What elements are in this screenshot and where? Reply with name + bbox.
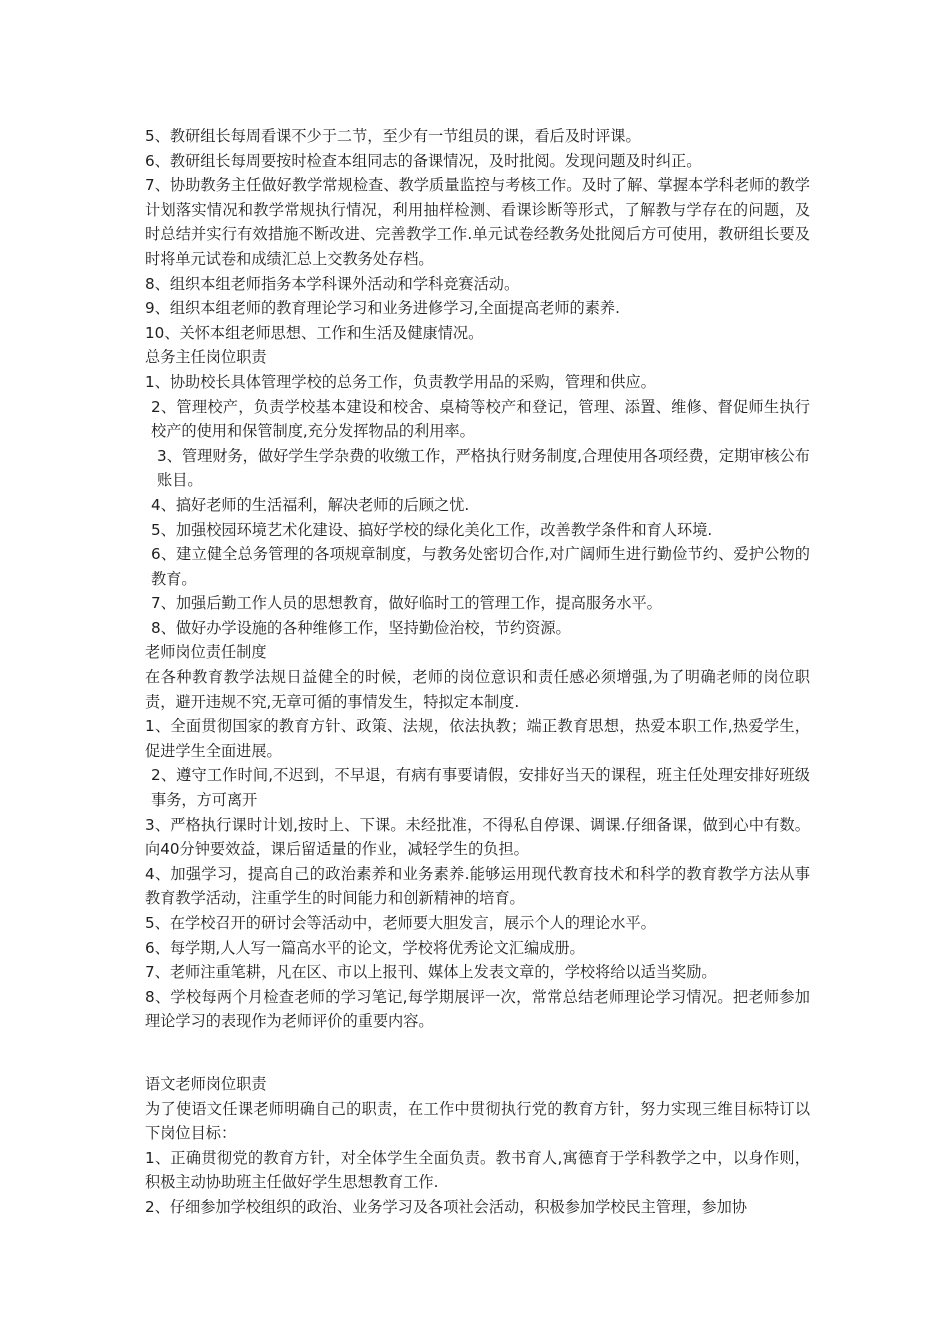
paragraph: 总务主任岗位职责: [145, 348, 267, 367]
paragraph: 老师岗位责任制度: [145, 643, 267, 662]
paragraph: 5、教研组长每周看课不少于二节，至少有一节组员的课，看后及时评课。: [145, 127, 641, 145]
paragraph: 2、遵守工作时间,不迟到，不早退，有病有事要请假，安排好当天的课程，班主任处理安排好班级事务，方可离开: [151, 766, 810, 810]
paragraph: 2、管理校产，负责学校基本建设和校舍、桌椅等校产和登记，管理、添置、维修、督促师生执行校产的使用和保管制度,充分发挥物品的利用率。: [151, 397, 810, 441]
paragraph: 6、建立健全总务管理的各项规章制度，与教务处密切合作,对广阔师生进行勤俭节约、爱护公物的教育。: [151, 545, 810, 588]
paragraph: 在各种教育教学法规日益健全的时候，老师的岗位意识和责任感必须增强,为了明确老师的岗位职责，避开违规不究,无章可循的事情发生，特拟定本制度.: [145, 668, 810, 711]
paragraph: 9、组织本组老师的教育理论学习和业务进修学习,全面提高老师的素养.: [145, 299, 620, 318]
paragraph: 为了使语文任课老师明确自己的职责，在工作中贯彻执行党的教育方针，努力实现三维目标特订以下岗位目标：: [145, 1099, 810, 1143]
paragraph: 5、加强校园环境艺术化建设、搞好学校的绿化美化工作，改善教学条件和育人环境.: [151, 520, 713, 539]
paragraph: 1、协助校长具体管理学校的总务工作，负责教学用品的采购，管理和供应。: [145, 372, 656, 391]
paragraph: 6、教研组长每周要按时检查本组同志的备课情况，及时批阅。发现问题及时纠正。: [145, 151, 702, 170]
paragraph: 3、管理财务，做好学生学杂费的收缴工作，严格执行财务制度,合理使用各项经费，定期审核公布账目。: [157, 446, 810, 490]
paragraph: 7、加强后勤工作人员的思想教育，做好临时工的管理工作，提高服务水平。: [151, 594, 662, 613]
paragraph: 5、在学校召开的研讨会等活动中，老师要大胆发言，展示个人的理论水平。: [145, 914, 656, 932]
document-body: [145, 124, 810, 1220]
paragraph: 7、老师注重笔耕，凡在区、市以上报刊、媒体上发表文章的，学校将给以适当奖励。: [145, 963, 717, 982]
paragraph: 4、加强学习，提高自己的政治素养和业务素养.能够运用现代教育技术和科学的教育教学方法从事教育教学活动，注重学生的时间能力和创新精神的培育。: [145, 864, 810, 908]
paragraph: 3、严格执行课时计划,按时上、下课。未经批准，不得私自停课、调课.仔细备课，做到心中有数。向40分钟要效益，课后留适量的作业，减轻学生的负担。: [145, 815, 810, 859]
paragraph: 7、协助教务主任做好教学常规检查、教学质量监控与考核工作。及时了解、掌握本学科老师的教学计划落实情况和教学常规执行情况，利用抽样检测、看课诊断等形式，了解教与学存在的问题，及时总结并实行有效措施不断改进、完善教学工作.单元试卷经教务处批阅后方可使用，教研组长要及时将单元试卷和成绩汇总上交教务处存档。: [145, 176, 810, 268]
text-block-top: [145, 124, 810, 1034]
paragraph: 2、仔细参加学校组织的政治、业务学习及各项社会活动，积极参加学校民主管理，参加协: [145, 1197, 747, 1216]
paragraph: 10、关怀本组老师思想、工作和生活及健康情况。: [145, 323, 484, 342]
paragraph: 8、组织本组老师指务本学科课外活动和学科竞赛活动。: [145, 274, 520, 293]
paragraph-gap: [145, 1034, 810, 1072]
paragraph: 4、搞好老师的生活福利，解决老师的后顾之忧.: [151, 495, 470, 514]
paragraph: 1、正确贯彻党的教育方针，对全体学生全面负责。教书育人,寓德育于学科教学之中，以身作则，积极主动协助班主任做好学生思想教育工作.: [145, 1148, 810, 1192]
paragraph: 1、全面贯彻国家的教育方针、政策、法规，依法执教；端正教育思想，热爱本职工作,热爱学生，促进学生全面进展。: [145, 717, 810, 760]
paragraph: 8、做好办学设施的各种维修工作，坚持勤俭治校，节约资源。: [151, 618, 571, 637]
paragraph: 6、每学期,人人写一篇高水平的论文，学校将优秀论文汇编成册。: [145, 938, 585, 957]
text-block-bottom: [145, 1072, 810, 1220]
paragraph: 语文老师岗位职责: [145, 1074, 267, 1093]
paragraph: 8、学校每两个月检查老师的学习笔记,每学期展评一次，常常总结老师理论学习情况。把老师参加理论学习的表现作为老师评价的重要内容。: [145, 987, 810, 1031]
